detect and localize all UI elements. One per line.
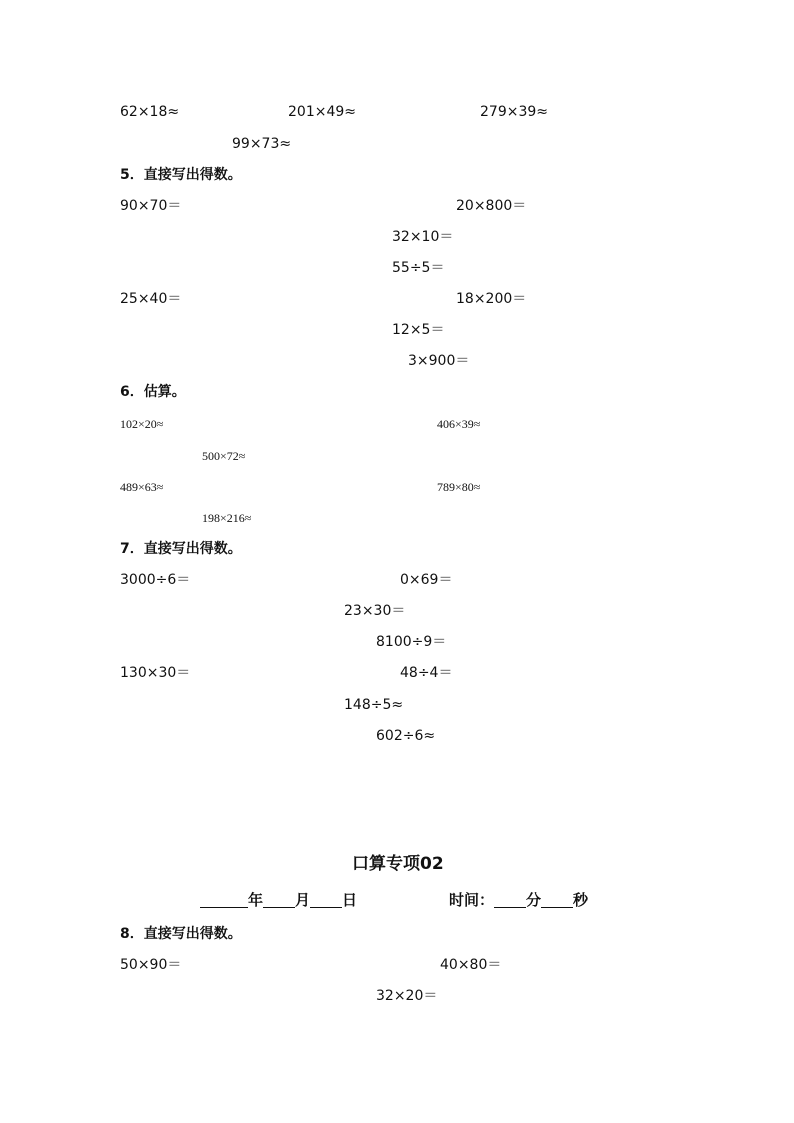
year-blank <box>200 893 248 908</box>
problem-item: 406×39≈ <box>437 417 481 431</box>
problem-item: 602÷6≈ <box>376 728 436 744</box>
problem-item: 3×900＝ <box>408 353 470 369</box>
day-blank <box>310 893 342 908</box>
problem-item: 0×69＝ <box>400 572 453 588</box>
problem-item: 789×80≈ <box>437 480 481 494</box>
date-line <box>200 893 357 908</box>
problem-item: 32×10＝ <box>392 229 454 245</box>
worksheet-title: 口算专项02 <box>352 854 444 874</box>
problem-item: 102×20≈ <box>120 417 164 431</box>
problem-item: 25×40＝ <box>120 291 182 307</box>
time-line <box>449 893 588 908</box>
problem-item: 130×30＝ <box>120 665 191 681</box>
section-heading: 8．直接写出得数。 <box>120 926 242 942</box>
section-heading: 6．估算。 <box>120 384 186 400</box>
problem-item: 32×20＝ <box>376 988 438 1004</box>
time-label: 时间： <box>449 891 495 909</box>
problem-item: 489×63≈ <box>120 480 164 494</box>
problem-item: 8100÷9＝ <box>376 634 447 650</box>
problem-item: 500×72≈ <box>202 449 246 463</box>
problem-item: 198×216≈ <box>202 511 252 525</box>
problem-item: 279×39≈ <box>480 104 548 120</box>
problem-item: 55÷5＝ <box>392 260 445 276</box>
problem-item: 40×80＝ <box>440 957 502 973</box>
problem-item: 3000÷6＝ <box>120 572 191 588</box>
day-label: 日 <box>342 891 358 909</box>
year-label: 年 <box>248 891 264 909</box>
problem-item: 23×30＝ <box>344 603 406 619</box>
problem-item: 62×18≈ <box>120 104 180 120</box>
problem-item: 20×800＝ <box>456 198 527 214</box>
second-blank <box>541 893 573 908</box>
section-heading: 7．直接写出得数。 <box>120 541 242 557</box>
problem-item: 12×5＝ <box>392 322 445 338</box>
problem-item: 201×49≈ <box>288 104 356 120</box>
problem-item: 50×90＝ <box>120 957 182 973</box>
problem-item: 18×200＝ <box>456 291 527 307</box>
problem-item: 99×73≈ <box>232 136 292 152</box>
minute-blank <box>494 893 526 908</box>
problem-item: 48÷4＝ <box>400 665 453 681</box>
month-label: 月 <box>295 891 311 909</box>
month-blank <box>263 893 295 908</box>
problem-item: 90×70＝ <box>120 198 182 214</box>
second-label: 秒 <box>573 891 589 909</box>
section-heading: 5．直接写出得数。 <box>120 167 242 183</box>
minute-label: 分 <box>526 891 542 909</box>
problem-item: 148÷5≈ <box>344 697 404 713</box>
